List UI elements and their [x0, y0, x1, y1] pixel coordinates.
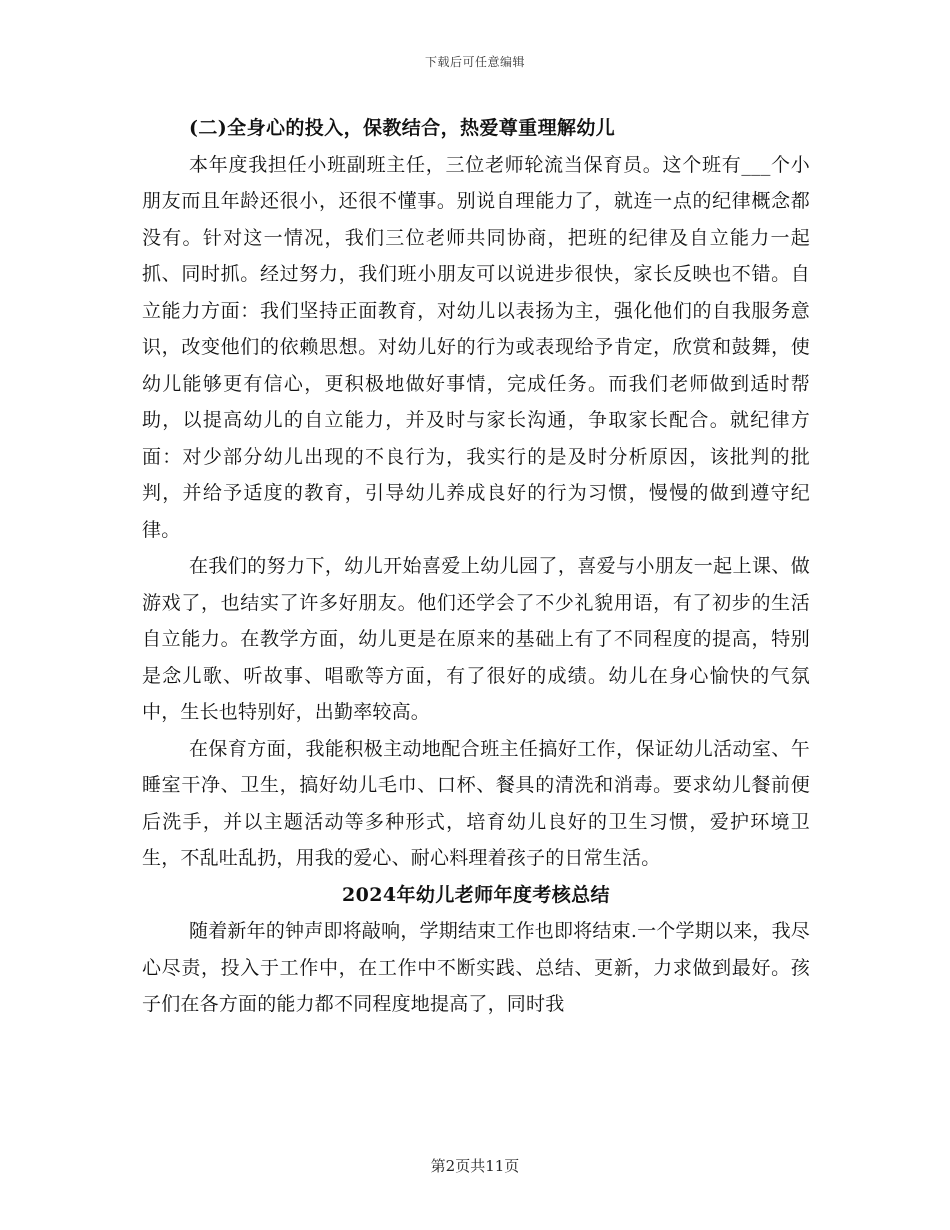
summary-title: 2024年幼儿老师年度考核总结 — [342, 883, 610, 906]
paragraph: 随着新年的钟声即将敲响，学期结束工作也即将结束.一个学期以来，我尽心尽责，投入于工作中，在工作中不断实践、总结、更新，力求做到最好。孩子们在各方面的能力都不同程度地提高了，同时我 — [142, 920, 810, 1015]
page-number: 第2页共11页 — [430, 1157, 520, 1175]
section-heading: (二)全身心的投入，保教结合，热爱尊重理解幼儿 — [189, 117, 616, 139]
header-note: 下载后可任意编辑 — [424, 55, 525, 69]
paragraph: 在保育方面，我能积极主动地配合班主任搞好工作，保证幼儿活动室、午睡室干净、卫生，搞好幼儿毛巾、口杯、餐具的清洗和消毒。要求幼儿餐前便后洗手，并以主题活动等多种形式，培育幼儿良好的卫生习惯，爱护环境卫生，不乱吐乱扔，用我的爱心、耐心料理着孩子的日常生活。 — [142, 737, 810, 869]
paragraph: 在我们的努力下，幼儿开始喜爱上幼儿园了，喜爱与小朋友一起上课、做游戏了，也结实了许多好朋友。他们还学会了不少礼貌用语，有了初步的生活自立能力。在教学方面，幼儿更是在原来的基础上有了不同程度的提高，特别是念儿歌、听故事、唱歌等方面，有了很好的成绩。幼儿在身心愉快的气氛中，生长也特别好，出勤率较高。 — [142, 555, 810, 723]
document-body — [142, 110, 810, 1023]
paragraph: 本年度我担任小班副班主任，三位老师轮流当保育员。这个班有___个小朋友而且年龄还很小，还很不懂事。别说自理能力了，就连一点的纪律概念都没有。针对这一情况，我们三位老师共同协商，把班的纪律及自立能力一起抓、同时抓。经过努力，我们班小朋友可以说进步很快，家长反映也不错。自立能力方面：我们坚持正面教育，对幼儿以表扬为主，强化他们的自我服务意识，改变他们的依赖思想。对幼儿好的行为或表现给予肯定，欣赏和鼓舞，使幼儿能够更有信心，更积极地做好事情，完成任务。而我们老师做到适时帮助，以提高幼儿的自立能力，并及时与家长沟通，争取家长配合。就纪律方面：对少部分幼儿出现的不良行为，我实行的是及时分析原因，该批判的批判，并给予适度的教育，引导幼儿养成良好的行为习惯，慢慢的做到遵守纪律。 — [142, 153, 810, 541]
